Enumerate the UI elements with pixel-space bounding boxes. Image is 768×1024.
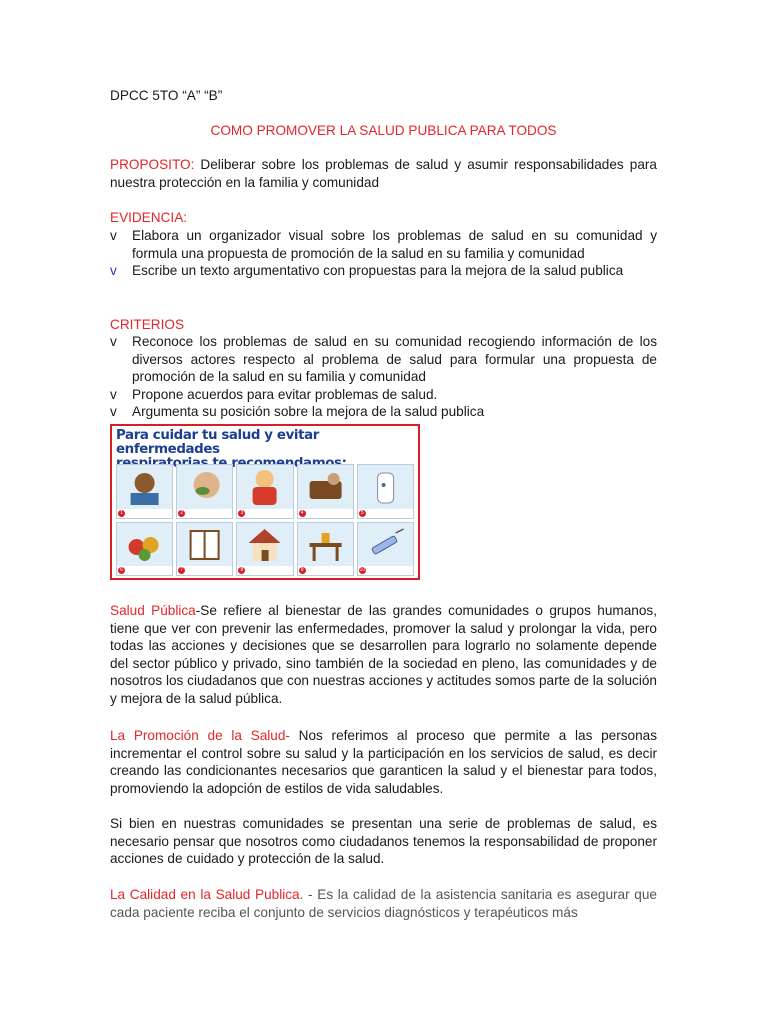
- salud-publica-text: -Se refiere al bienestar de las grandes comunidades o grupos humanos, tiene que ver con prevenir las enfermedades, promover la salud y prolongar la vida, pero todas las acciones y decisiones que se desarrollen para lograrlo no solamente depende del sector público y privado, sino también de la sociedad en pleno, las comunidades y de nosotros los ciudadanos que con nuestras acciones y actitudes somos parte de la solución y mejora de la salud pública.: [110, 603, 657, 706]
- poster-tile-caption: [117, 509, 172, 518]
- poster-tile-number: 10: [359, 567, 366, 573]
- child-sneezing-icon: [177, 465, 232, 507]
- poster-tile-number: 7: [178, 567, 185, 574]
- poster-tile-caption: [117, 566, 172, 575]
- house-icon: [237, 523, 292, 565]
- health-recommendations-poster: [110, 424, 420, 580]
- poster-tile-caption: [298, 566, 353, 575]
- poster-tile-number: 6: [118, 567, 125, 574]
- salud-publica-paragraph: [110, 602, 657, 708]
- poster-tile-caption: [358, 566, 413, 575]
- promocion-text: Nos referimos al proceso que permite a las personas incrementar el control sobre su salud y la participación en los servicios de salud, es decir creando las condicionantes necesarios que garanticen la salud y el bienestar para todos, promoviendo la adopción de estilos de vida saludables.: [110, 728, 657, 796]
- poster-tile-caption: [237, 509, 292, 518]
- poster-tile-number: 8: [238, 567, 245, 574]
- promocion-paragraph: [110, 727, 657, 797]
- criterios-list: [110, 333, 657, 421]
- list-item-text: Propone acuerdos para evitar problemas de salud.: [132, 386, 438, 402]
- vaccine-icon: [358, 523, 413, 565]
- proposito-text: Deliberar sobre los problemas de salud y asumir responsabilidades para nuestra protección en la familia y comunidad: [110, 157, 657, 190]
- poster-tile-caption: [177, 566, 232, 575]
- poster-tile: [176, 464, 233, 519]
- poster-tile-caption: [237, 566, 292, 575]
- bullet-marker: v: [110, 404, 117, 420]
- poster-tile-caption: [358, 509, 413, 518]
- poster-tile-number: 1: [118, 510, 125, 517]
- poster-tile: [297, 464, 354, 519]
- course-header: DPCC 5TO “A” “B”: [110, 88, 223, 103]
- poster-tile-number: 9: [299, 567, 306, 574]
- poster-tile: [357, 464, 414, 519]
- poster-tile: [357, 522, 414, 577]
- si-bien-paragraph: Si bien en nuestras comunidades se presentan una serie de problemas de salud, es necesario pensar que nosotros como ciudadanos tenemos la responsabilidad de proponer acciones de cuidado y protección de la salud.: [110, 816, 657, 867]
- bullet-marker: v: [110, 386, 117, 402]
- list-item-text: Reconoce los problemas de salud en su comunidad recogiendo información de los diversos actores respecto al problema de salud para formular una propuesta de promoción de la salud en su familia y comunidad: [132, 334, 657, 385]
- poster-tile: [116, 522, 173, 577]
- poster-tile-number: 4: [299, 510, 306, 517]
- proposito-label: PROPOSITO:: [110, 157, 195, 172]
- poster-tile: [176, 522, 233, 577]
- list-item-text: Argumenta su posición sobre la mejora de la salud publica: [132, 404, 485, 420]
- poster-tile-number: 2: [178, 510, 185, 517]
- fruits-icon: [117, 523, 172, 565]
- child-bundled-icon: [237, 465, 292, 507]
- list-item-text: Escribe un texto argumentativo con propuestas para la mejora de la salud publica: [132, 263, 624, 279]
- poster-tile: [236, 522, 293, 577]
- poster-tile-number: 5: [359, 510, 366, 517]
- poster-tile-caption: [298, 509, 353, 518]
- list-item: [110, 227, 657, 262]
- hand-washing-icon: [117, 465, 172, 507]
- poster-tile: [297, 522, 354, 577]
- list-item: [110, 262, 657, 280]
- poster-grid: [116, 464, 414, 576]
- criterios-label: CRITERIOS: [110, 317, 185, 332]
- poster-tile-caption: [177, 509, 232, 518]
- bullet-marker: v: [110, 334, 117, 349]
- calidad-paragraph: [110, 886, 657, 921]
- list-item-text: Elabora un organizador visual sobre los problemas de salud en su comunidad y formula una propuesta de promoción de la salud en su familia y comunidad: [132, 228, 657, 261]
- poster-tile: [116, 464, 173, 519]
- list-item: [110, 333, 657, 386]
- poster-tile-number: 3: [238, 510, 245, 517]
- list-item: [110, 386, 657, 404]
- poster-tile: [236, 464, 293, 519]
- promocion-label: La Promoción de la Salud-: [110, 728, 290, 743]
- poster-heading-line: Para cuidar tu salud y evitar enfermedades: [116, 428, 319, 457]
- calidad-text: - Es la calidad de la asistencia sanitaria es asegurar que cada paciente reciba el conjunto de servicios diagnósticos y terapéuticos más: [110, 887, 657, 920]
- proposito-paragraph: [110, 156, 657, 191]
- evidencia-label: EVIDENCIA:: [110, 210, 188, 225]
- shared-food-icon: [298, 465, 353, 507]
- calidad-label: La Calidad en la Salud Publica.: [110, 887, 304, 902]
- document-title: COMO PROMOVER LA SALUD PUBLICA PARA TODOS: [210, 123, 557, 138]
- list-item: [110, 403, 657, 421]
- bullet-marker: v: [110, 263, 117, 279]
- bullet-marker: v: [110, 228, 117, 243]
- evidencia-list: [110, 227, 657, 280]
- salud-publica-label: Salud Pública: [110, 603, 196, 618]
- window-ventilation-icon: [177, 523, 232, 565]
- bottle-icon: [358, 465, 413, 507]
- clean-table-icon: [298, 523, 353, 565]
